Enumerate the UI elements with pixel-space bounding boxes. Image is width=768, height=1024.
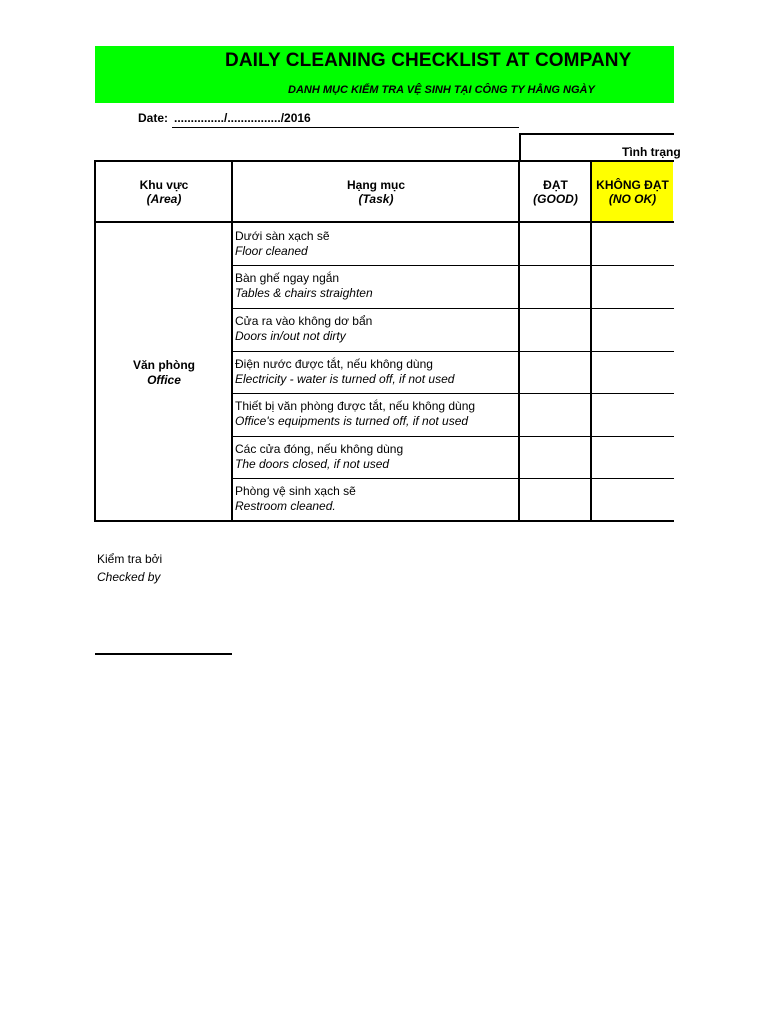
row-divider (232, 478, 674, 479)
column-header-good-vi: ĐẠT (543, 178, 568, 192)
date-label: Date: (138, 111, 169, 125)
column-header-not-ok-vi: KHÔNG ĐẠT (596, 178, 669, 192)
task-label-vi: Phòng vệ sinh xạch sẽ (235, 484, 356, 498)
task-label-en: Tables & chairs straighten (235, 286, 373, 300)
table-row (235, 229, 330, 259)
checked-by-label-en: Checked by (97, 570, 161, 584)
column-divider (590, 160, 592, 522)
column-header-good-en: (GOOD) (533, 192, 578, 206)
task-label-vi: Các cửa đóng, nếu không dùng (235, 442, 404, 456)
table-row (235, 442, 403, 472)
row-divider (232, 308, 674, 309)
column-divider (231, 160, 233, 522)
task-label-en: Floor cleaned (235, 244, 308, 258)
task-label-vi: Thiết bị văn phòng được tắt, nếu không dùng (235, 399, 476, 413)
task-label-en: Office's equipments is turned off, if not used (235, 414, 469, 428)
date-underline (172, 127, 519, 128)
not-ok-checkbox-cell[interactable] (593, 266, 673, 308)
area-name-vi: Văn phòng (133, 358, 195, 372)
not-ok-checkbox-cell[interactable] (593, 223, 673, 265)
column-header-area-en: (Area) (146, 192, 182, 206)
table-border-bottom (94, 520, 674, 522)
row-divider (232, 265, 674, 266)
good-checkbox-cell[interactable] (521, 223, 591, 265)
good-checkbox-cell[interactable] (521, 479, 591, 520)
not-ok-checkbox-cell[interactable] (593, 479, 673, 520)
row-divider (232, 351, 674, 352)
area-cell (96, 358, 232, 388)
table-row (235, 314, 372, 344)
good-checkbox-cell[interactable] (521, 309, 591, 351)
column-header-task-en: (Task) (358, 192, 394, 206)
column-header-area-vi: Khu vực (139, 178, 189, 192)
task-label-vi: Dưới sàn xạch sẽ (235, 229, 330, 243)
area-name-en: Office (147, 373, 181, 387)
page-title: DAILY CLEANING CHECKLIST AT COMPANY (225, 50, 632, 71)
good-checkbox-cell[interactable] (521, 394, 591, 436)
table-header-divider (94, 221, 674, 223)
task-label-vi: Điện nước được tắt, nếu không dùng (235, 357, 433, 371)
column-header-area (96, 162, 232, 222)
page-subtitle: DANH MỤC KIỂM TRA VỆ SINH TẠI CÔNG TY HẰNG NGÀY (288, 84, 595, 96)
task-label-en: The doors closed, if not used (235, 457, 390, 471)
table-row (235, 271, 373, 301)
table-row (235, 399, 475, 429)
status-header-box (519, 133, 681, 161)
not-ok-checkbox-cell[interactable] (593, 437, 673, 478)
row-divider (232, 393, 674, 394)
table-row (235, 484, 356, 514)
signature-line (95, 653, 232, 655)
column-header-task (233, 162, 519, 222)
task-label-vi: Cửa ra vào không dơ bẩn (235, 314, 373, 328)
good-checkbox-cell[interactable] (521, 266, 591, 308)
good-checkbox-cell[interactable] (521, 437, 591, 478)
task-label-en: Restroom cleaned. (235, 499, 336, 513)
checked-by-label-vi: Kiểm tra bởi (97, 552, 163, 566)
header-band (95, 46, 674, 103)
table-border-left (94, 160, 96, 522)
column-header-task-vi: Hạng mục (346, 178, 405, 192)
table-border-top (94, 160, 674, 162)
column-header-not-ok (592, 162, 673, 222)
row-divider (232, 436, 674, 437)
column-divider (518, 160, 520, 522)
not-ok-checkbox-cell[interactable] (593, 352, 673, 393)
not-ok-checkbox-cell[interactable] (593, 309, 673, 351)
task-label-en: Doors in/out not dirty (235, 329, 346, 343)
status-header-label: Tình trạng (622, 145, 681, 159)
date-field[interactable]: .............../................/2016 (174, 111, 311, 125)
table-row (235, 357, 454, 387)
good-checkbox-cell[interactable] (521, 352, 591, 393)
column-header-not-ok-en: (NO OK) (608, 192, 657, 206)
not-ok-checkbox-cell[interactable] (593, 394, 673, 436)
column-header-good (520, 162, 591, 222)
task-label-en: Electricity - water is turned off, if not used (235, 372, 455, 386)
task-label-vi: Bàn ghế ngay ngắn (235, 271, 340, 285)
